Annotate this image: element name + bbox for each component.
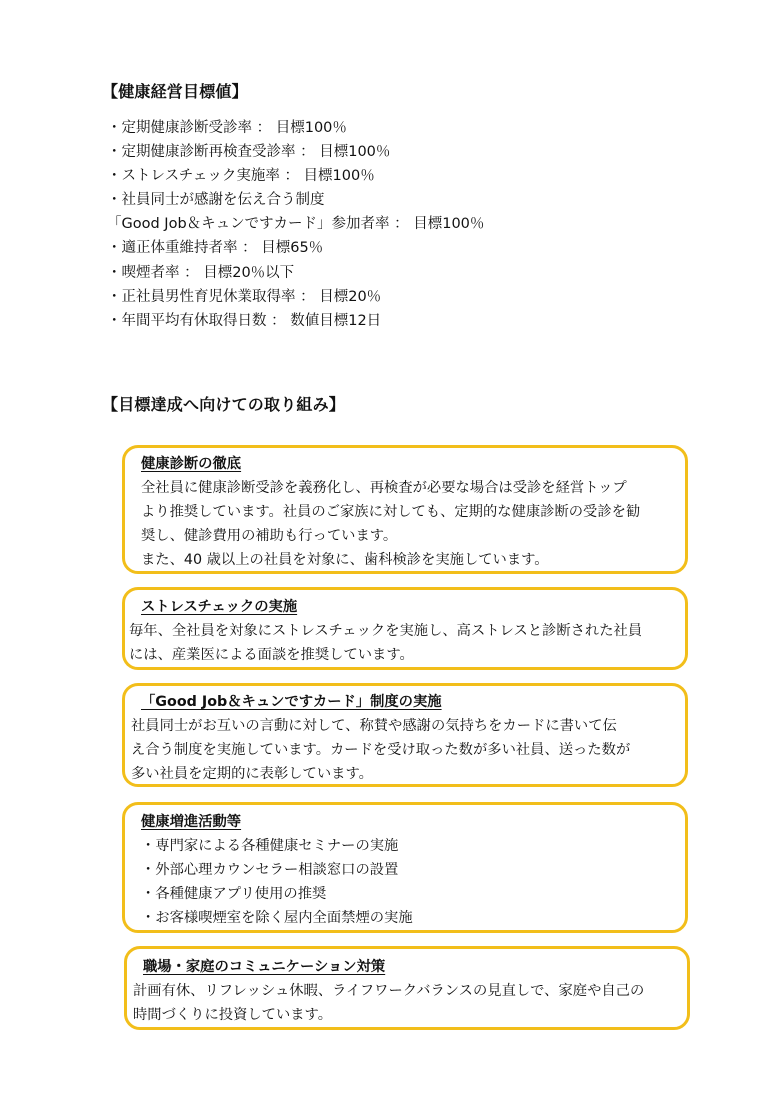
card-line: 全社員に健康診断受診を義務化し、再検査が必要な場合は受診を経営トップ: [141, 480, 627, 496]
target-list: [107, 116, 484, 333]
card-good-job-program: [122, 683, 688, 787]
card-title: 健康増進活動等: [141, 814, 242, 830]
target-item: ・定期健康診断受診率 ： 目標100％: [107, 120, 347, 136]
card-line: 計画有休、リフレッシュ休暇、ライフワークバランスの見直しで、家庭や自己の: [133, 983, 645, 999]
target-item: ・喫煙者率 ： 目標20％以下: [107, 264, 295, 281]
card-body: [133, 979, 677, 1027]
card-line: また、40 歳以上の社員を対象に、歯科検診を実施しています。: [141, 552, 549, 568]
health-management-targets-heading: 【健康経営目標値】: [102, 82, 248, 101]
card-body: [141, 476, 675, 572]
target-item: ・年間平均有休取得日数 ： 数値目標12日: [107, 312, 382, 329]
card-title: 職場・家庭のコミュニケーション対策: [143, 959, 386, 975]
card-line: 時間づくりに投資しています。: [133, 1007, 333, 1023]
card-communication: [124, 946, 690, 1030]
target-item: ・定期健康診断再検査受診率 ： 目標100％: [107, 144, 391, 161]
card-line: には、産業医による面談を推奨しています。: [129, 647, 414, 663]
card-line: 奨し、健診費用の補助も行っています。: [141, 528, 398, 544]
card-line: え合う制度を実施しています。カードを受け取った数が多い社員、送った数が: [131, 742, 631, 758]
card-line: ・専門家による各種健康セミナーの実施: [141, 838, 399, 854]
card-line: 毎年、全社員を対象にストレスチェックを実施し、高ストレスと診断された社員: [129, 623, 643, 639]
card-title: 「Good Job＆キュンですカード」制度の実施: [141, 694, 442, 710]
card-line: 社員同士がお互いの言動に対して、称賛や感謝の気持ちをカードに書いて伝: [131, 718, 617, 734]
target-item: ・正社員男性育児休業取得率 ： 目標20％: [107, 288, 382, 305]
card-title: 健康診断の徹底: [141, 456, 242, 472]
card-health-checkup: [122, 445, 688, 574]
target-item: ・ストレスチェック実施率 ： 目標100％: [107, 168, 375, 185]
card-line: ・各種健康アプリ使用の推奨: [141, 886, 327, 902]
card-line: ・お客様喫煙室を除く屋内全面禁煙の実施: [141, 910, 413, 926]
card-health-promotion: [122, 802, 688, 933]
card-line: 多い社員を定期的に表彰しています。: [131, 766, 373, 782]
card-title: ストレスチェックの実施: [141, 599, 298, 615]
card-line: ・外部心理カウンセラー相談窓口の設置: [141, 862, 399, 878]
target-item: ・適正体重維持者率 ： 目標65％: [107, 240, 324, 257]
card-body: [141, 834, 675, 930]
initiatives-heading: 【目標達成へ向けての取り組み】: [102, 395, 346, 414]
target-item: 「Good Job＆キュンですカード」参加者率 ： 目標100％: [107, 216, 485, 233]
card-stress-check: [122, 587, 688, 670]
card-body: [129, 619, 675, 667]
target-item: ・社員同士が感謝を伝え合う制度: [107, 192, 325, 209]
card-body: [131, 714, 675, 786]
card-line: より推奨しています。社員のご家族に対しても、定期的な健康診断の受診を勧: [141, 504, 641, 520]
